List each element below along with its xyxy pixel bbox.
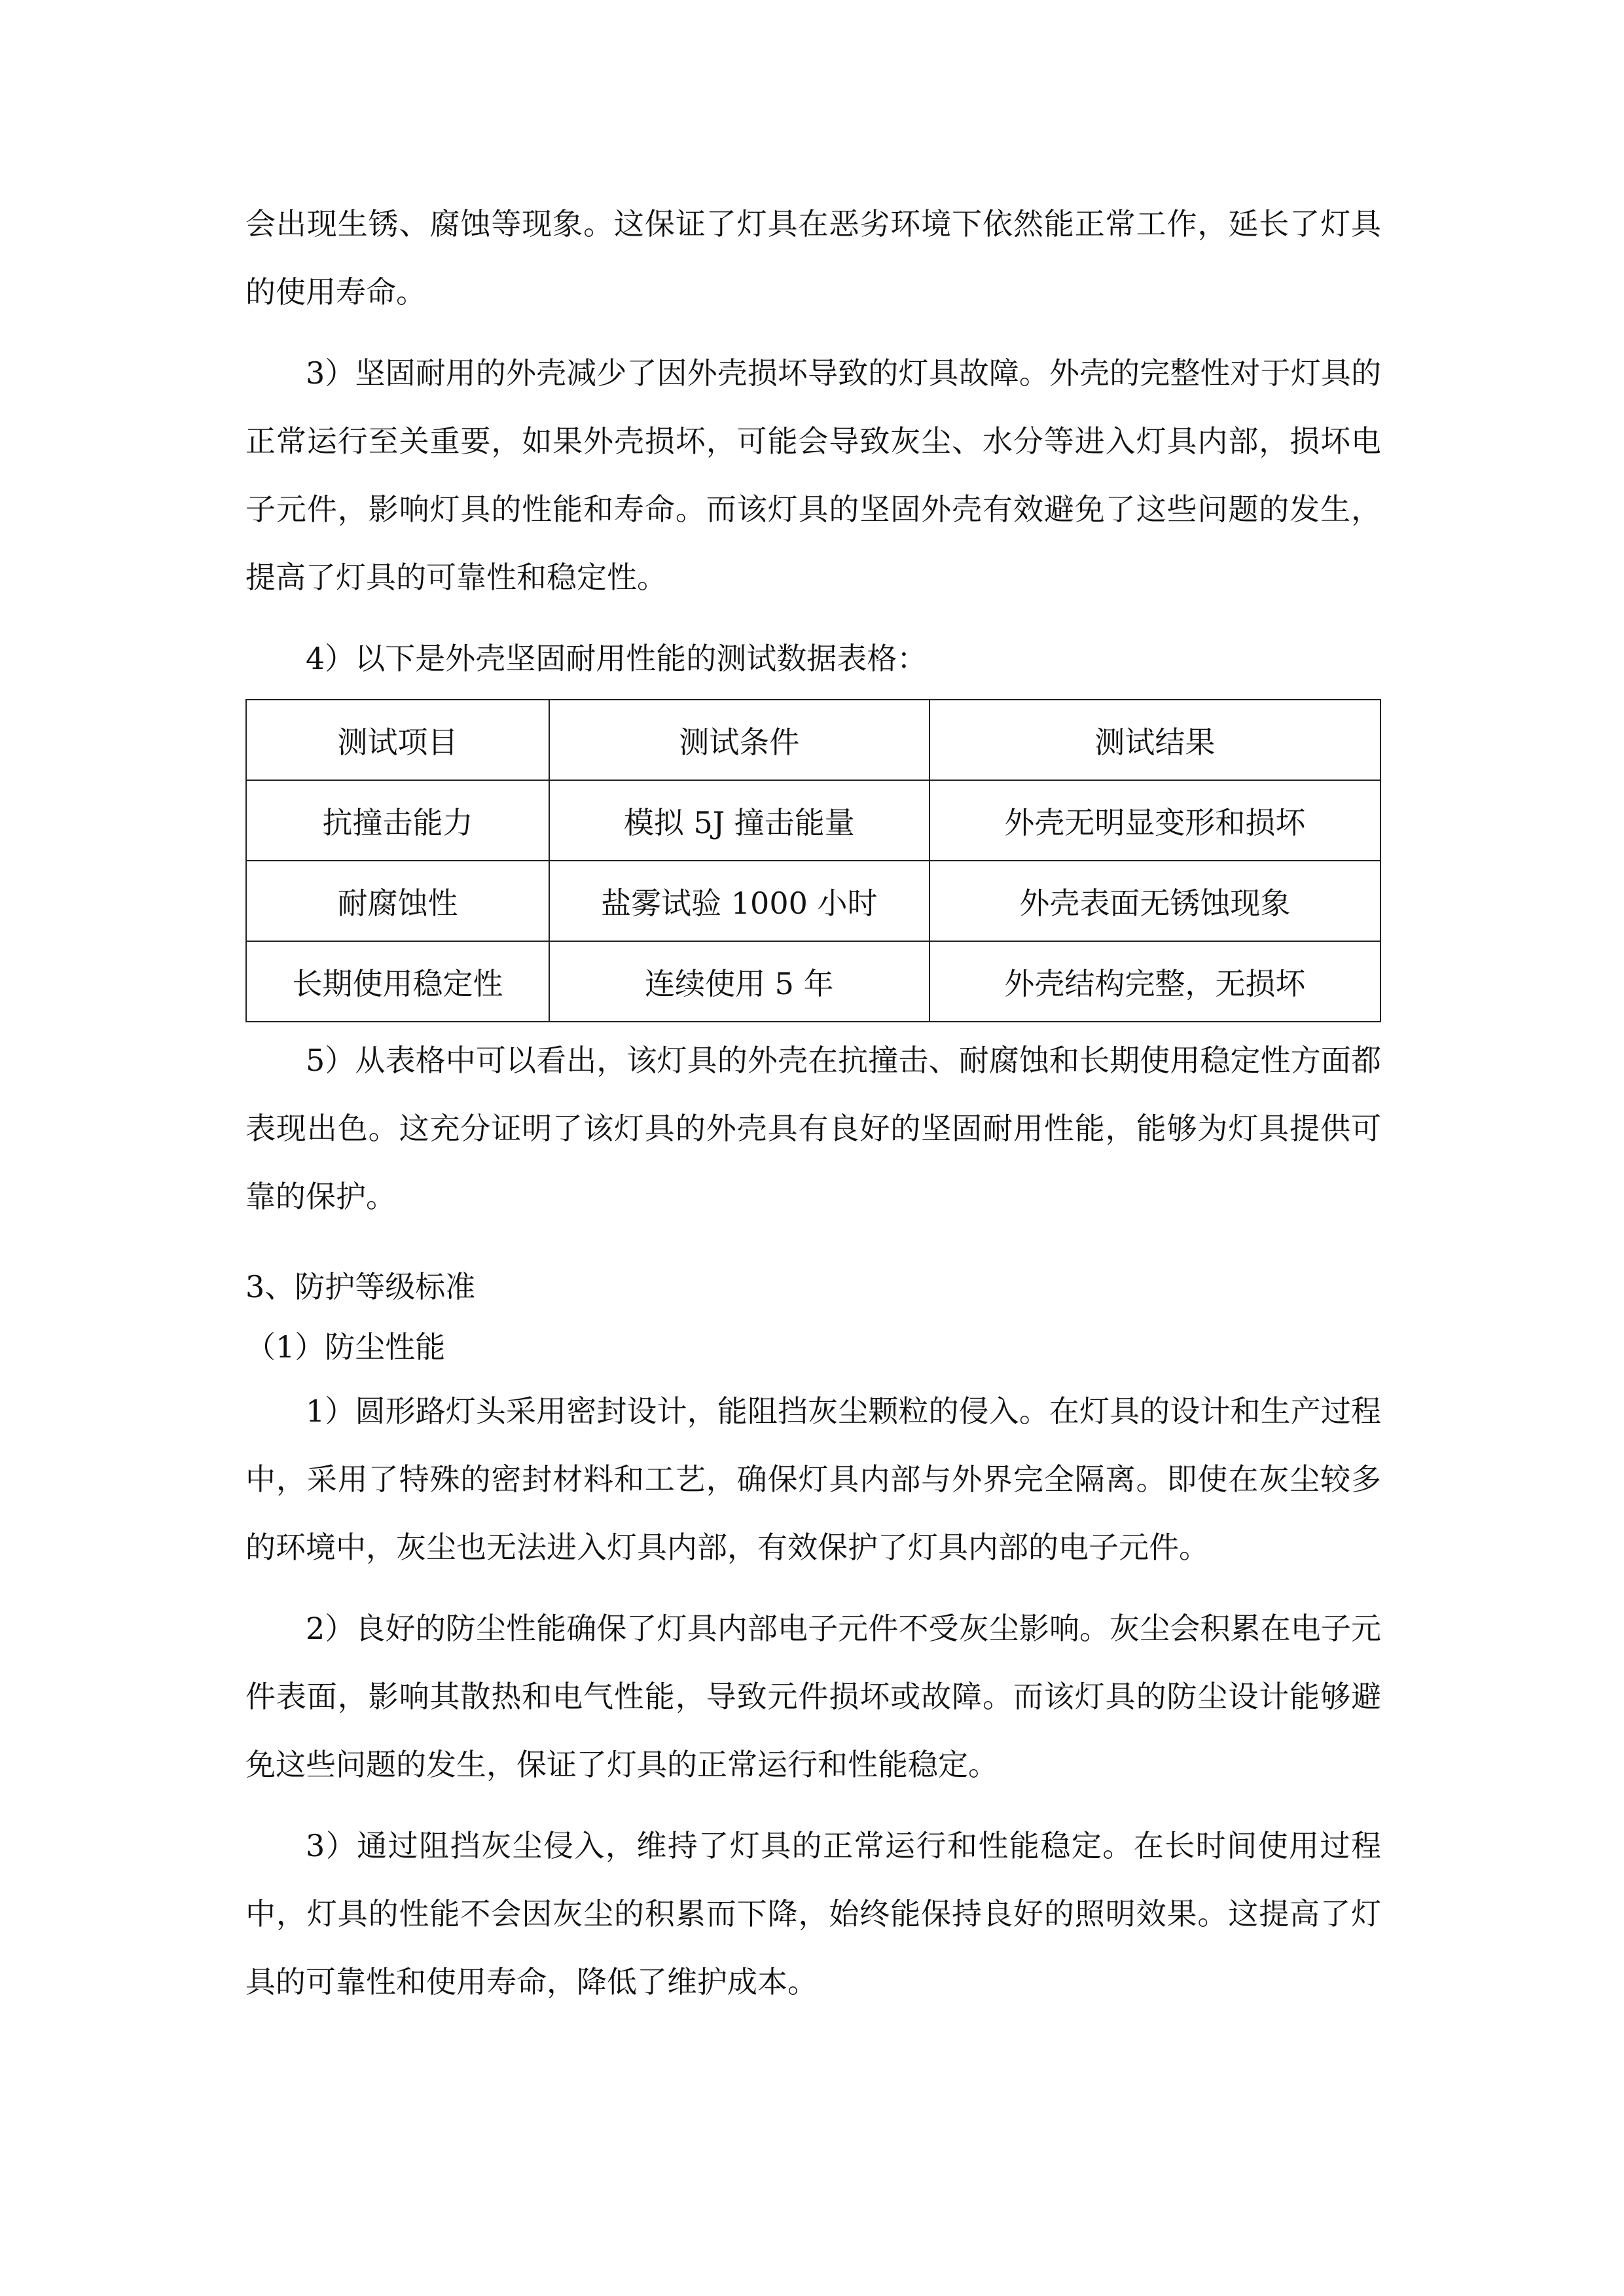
paragraph-dust-1: 1）圆形路灯头采用密封设计，能阻挡灰尘颗粒的侵入。在灯具的设计和生产过程中，采用了特殊的密封材料和工艺，确保灯具内部与外界完全隔离。即使在灰尘较多的环境中，灰尘也无法进入灯具内部，有效保护了灯具内部的电子元件。: [245, 1393, 1381, 1565]
section-heading: 3、防护等级标准: [245, 1269, 476, 1304]
paragraph-point-5: 5）从表格中可以看出，该灯具的外壳在抗撞击、耐腐蚀和长期使用稳定性方面都表现出色。这充分证明了该灯具的外壳具有良好的坚固耐用性能，能够为灯具提供可靠的保护。: [245, 1043, 1381, 1214]
paragraph-point-4: 4）以下是外壳坚固耐用性能的测试数据表格：: [306, 641, 928, 676]
test-data-table: [245, 699, 1381, 1022]
table-header-cell: 测试结果: [929, 700, 1380, 780]
table-row: [246, 780, 1380, 861]
table-header-cell: 测试项目: [246, 700, 549, 780]
table-cell: 模拟 5J 撞击能量: [549, 780, 929, 861]
table-cell: 连续使用 5 年: [549, 941, 929, 1022]
table-cell: 外壳结构完整，无损坏: [929, 941, 1380, 1022]
table-row: [246, 941, 1380, 1022]
table-cell: 长期使用稳定性: [246, 941, 549, 1022]
document-page: [245, 190, 1381, 2016]
table-header-row: [246, 700, 1380, 780]
subsection-heading: （1）防尘性能: [245, 1329, 446, 1365]
paragraph-dust-3: 3）通过阻挡灰尘侵入，维持了灯具的正常运行和性能稳定。在长时间使用过程中，灯具的性能不会因灰尘的积累而下降，始终能保持良好的照明效果。这提高了灯具的可靠性和使用寿命，降低了维护成本。: [245, 1828, 1381, 2000]
paragraph-continuation: 会出现生锈、腐蚀等现象。这保证了灯具在恶劣环境下依然能正常工作，延长了灯具的使用寿命。: [245, 206, 1381, 310]
table-header-cell: 测试条件: [549, 700, 929, 780]
paragraph-point-3: 3）坚固耐用的外壳减少了因外壳损坏导致的灯具故障。外壳的完整性对于灯具的正常运行至关重要，如果外壳损坏，可能会导致灰尘、水分等进入灯具内部，损坏电子元件，影响灯具的性能和寿命。而该灯具的坚固外壳有效避免了这些问题的发生，提高了灯具的可靠性和稳定性。: [245, 355, 1381, 595]
table-cell: 外壳表面无锈蚀现象: [929, 861, 1380, 941]
table-cell: 抗撞击能力: [246, 780, 549, 861]
table-cell: 盐雾试验 1000 小时: [549, 861, 929, 941]
table-row: [246, 861, 1380, 941]
table-cell: 耐腐蚀性: [246, 861, 549, 941]
paragraph-dust-2: 2）良好的防尘性能确保了灯具内部电子元件不受灰尘影响。灰尘会积累在电子元件表面，影响其散热和电气性能，导致元件损坏或故障。而该灯具的防尘设计能够避免这些问题的发生，保证了灯具的正常运行和性能稳定。: [245, 1611, 1381, 1782]
table-cell: 外壳无明显变形和损坏: [929, 780, 1380, 861]
